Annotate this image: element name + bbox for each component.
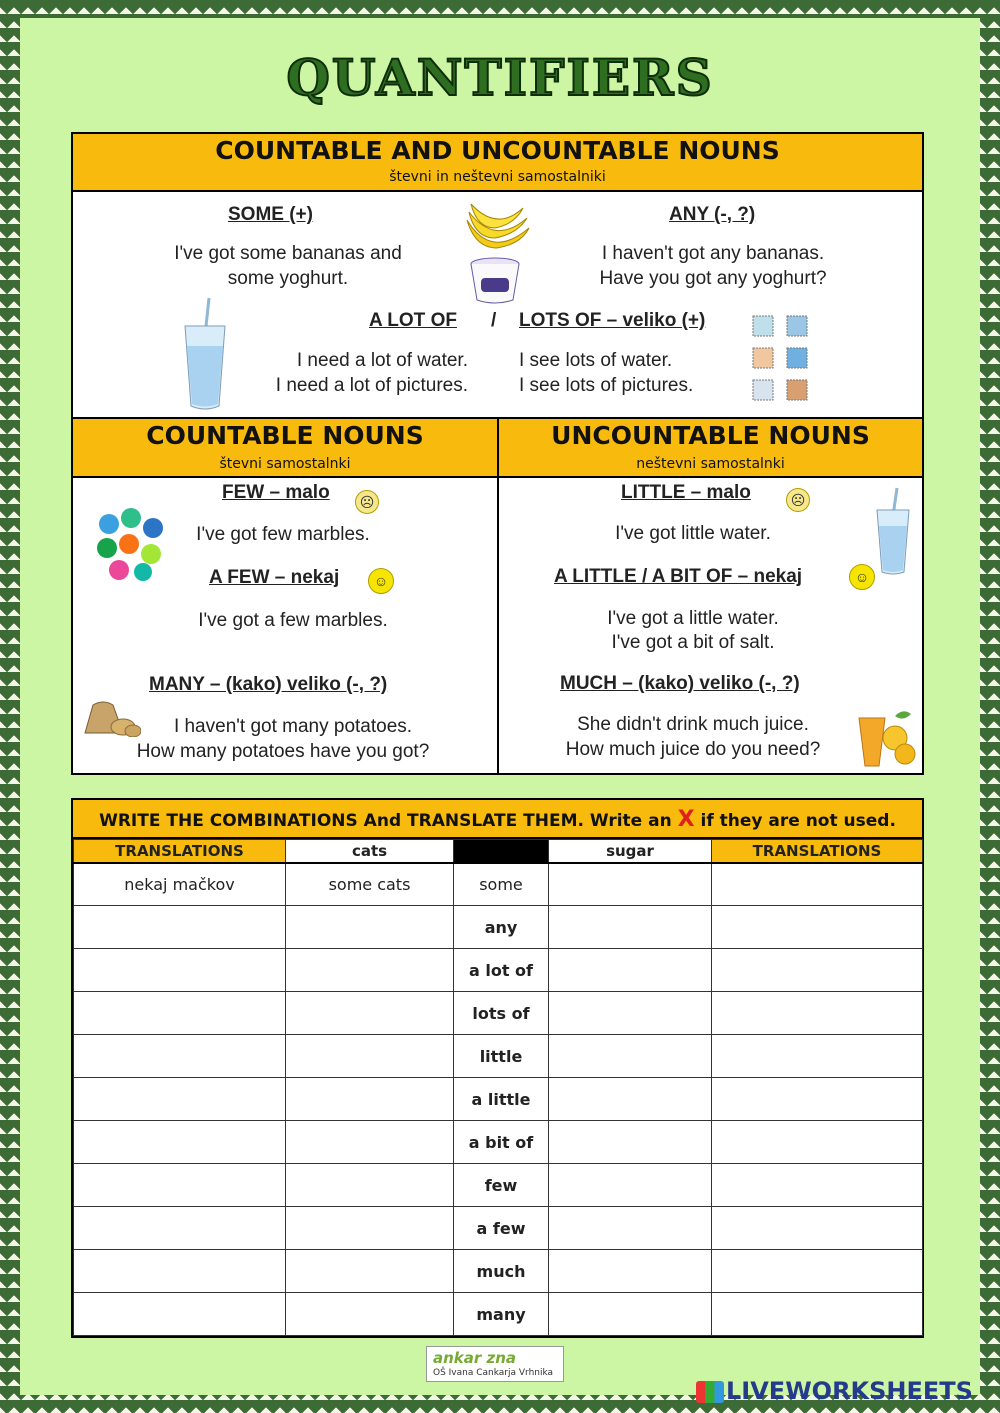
sugar-cell[interactable]: [549, 949, 712, 992]
cats-cell[interactable]: [286, 1164, 454, 1207]
much-example-2: How much juice do you need?: [565, 739, 821, 760]
page-title: QUANTIFIERS: [286, 48, 714, 107]
instruction-text-end: if they are not used.: [700, 811, 896, 831]
table-header-row: [74, 840, 923, 863]
translation-cats-cell[interactable]: [74, 1293, 286, 1336]
some-example-2: some yoghurt.: [227, 268, 349, 289]
column-header-translations: TRANSLATIONS: [74, 840, 286, 863]
some-heading: SOME (+): [228, 204, 313, 225]
a-few-example: I've got a few marbles.: [198, 610, 388, 631]
translation-cats-cell[interactable]: [74, 906, 286, 949]
cats-cell[interactable]: [286, 1293, 454, 1336]
logo-school: OŠ Ivana Cankarja Vrhnika: [433, 1368, 554, 1378]
bananas-icon: [461, 198, 533, 256]
few-heading: FEW – malo: [222, 482, 330, 503]
translation-sugar-cell[interactable]: [712, 992, 923, 1035]
many-example-1: I haven't got many potatoes.: [173, 716, 413, 737]
heading-separator: /: [491, 310, 497, 331]
a-few-heading: A FEW – nekaj: [209, 567, 340, 588]
school-logo: [426, 1346, 564, 1382]
combinations-table: [73, 839, 923, 1336]
heading-title: COUNTABLE AND UNCOUNTABLE NOUNS: [215, 136, 780, 165]
sugar-cell[interactable]: [549, 1250, 712, 1293]
a-little-heading: A LITTLE / A BIT OF – nekaj: [554, 566, 803, 587]
smiley-face-icon: ☺: [368, 568, 394, 594]
cats-cell[interactable]: [286, 906, 454, 949]
translation-cats-cell[interactable]: [74, 1250, 286, 1293]
translation-cats-cell[interactable]: [74, 949, 286, 992]
quantifier-cell: a few: [454, 1207, 549, 1250]
translation-sugar-cell[interactable]: [712, 1293, 923, 1336]
translation-sugar-cell[interactable]: [712, 1078, 923, 1121]
countable-subtitle: števni samostalnki: [219, 456, 351, 472]
a-lot-of-example-1: I need a lot of water.: [296, 350, 468, 371]
lots-of-heading: LOTS OF – veliko (+): [519, 310, 706, 331]
table-row: [74, 906, 923, 949]
glass-of-water-icon: [181, 296, 229, 412]
cats-cell[interactable]: [286, 1121, 454, 1164]
liveworksheets-logo-icon: [696, 1381, 724, 1403]
quantifier-cell: any: [454, 906, 549, 949]
lots-of-example-1: I see lots of water.: [519, 350, 673, 371]
uncountable-title: UNCOUNTABLE NOUNS: [551, 421, 870, 450]
translation-sugar-cell[interactable]: [712, 1121, 923, 1164]
glass-of-water-icon: [873, 486, 913, 576]
much-heading: MUCH – (kako) veliko (-, ?): [560, 673, 800, 694]
table-row: [74, 1035, 923, 1078]
many-heading: MANY – (kako) veliko (-, ?): [149, 674, 388, 695]
juice-icon: [851, 704, 917, 770]
sad-face-icon: ☹: [355, 490, 379, 514]
column-header-sugar: sugar: [549, 840, 712, 863]
sugar-cell[interactable]: [549, 1035, 712, 1078]
translation-sugar-cell[interactable]: [712, 906, 923, 949]
exercise-table: [71, 798, 924, 1338]
quantifier-cell: many: [454, 1293, 549, 1336]
column-header-cats: cats: [286, 840, 454, 863]
translation-cats-cell[interactable]: [74, 992, 286, 1035]
little-heading: LITTLE – malo: [621, 482, 751, 503]
quantifier-cell: a little: [454, 1078, 549, 1121]
much-example-1: She didn't drink much juice.: [577, 714, 809, 735]
lots-of-example-2: I see lots of pictures.: [519, 375, 694, 396]
sugar-cell[interactable]: [549, 1164, 712, 1207]
sugar-cell[interactable]: [549, 1078, 712, 1121]
many-example-2: How many potatoes have you got?: [136, 741, 430, 762]
sugar-cell[interactable]: [549, 1207, 712, 1250]
table-row: [74, 949, 923, 992]
instruction-text: WRITE THE COMBINATIONS And TRANSLATE THEM. Write an: [99, 811, 672, 831]
quantifier-cell: much: [454, 1250, 549, 1293]
table-row: [74, 863, 923, 906]
sugar-cell[interactable]: [549, 1121, 712, 1164]
a-lot-of-heading: A LOT OF: [369, 310, 457, 331]
any-example-2: Have you got any yoghurt?: [599, 268, 827, 289]
translation-cats-cell[interactable]: [74, 1164, 286, 1207]
cats-cell[interactable]: [286, 1035, 454, 1078]
table-row: [74, 1207, 923, 1250]
cats-cell[interactable]: some cats: [286, 863, 454, 906]
uncountable-heading: [499, 419, 922, 478]
cats-cell[interactable]: [286, 992, 454, 1035]
translation-sugar-cell[interactable]: [712, 863, 923, 906]
sugar-cell[interactable]: [549, 1293, 712, 1336]
quantifier-cell: a bit of: [454, 1121, 549, 1164]
smiley-face-icon: ☺: [849, 564, 875, 590]
quantifier-cell: few: [454, 1164, 549, 1207]
table-row: [74, 1293, 923, 1336]
table-row: [74, 1164, 923, 1207]
cats-cell[interactable]: [286, 949, 454, 992]
pictures-icon: [751, 312, 813, 406]
instruction-x-mark: X: [677, 807, 695, 832]
column-header-translations: TRANSLATIONS: [712, 840, 923, 863]
a-bit-of-example: I've got a bit of salt.: [611, 632, 775, 653]
uncountable-subtitle: neštevni samostalnki: [636, 456, 785, 472]
translation-cats-cell[interactable]: [74, 1035, 286, 1078]
any-heading: ANY (-, ?): [669, 204, 756, 225]
sad-face-icon: ☹: [786, 488, 810, 512]
watermark-text: LIVEWORKSHEETS: [726, 1377, 973, 1405]
any-example-1: I haven't got any bananas.: [601, 243, 825, 264]
translation-cats-cell[interactable]: [74, 1078, 286, 1121]
heading-subtitle: števni in neštevni samostalniki: [389, 169, 606, 185]
little-example: I've got little water.: [615, 523, 771, 544]
translation-sugar-cell[interactable]: [712, 1207, 923, 1250]
translation-sugar-cell[interactable]: [712, 949, 923, 992]
column-header-quantifier: [454, 840, 549, 863]
sugar-cell[interactable]: [549, 992, 712, 1035]
table-row: [74, 1250, 923, 1293]
a-lot-of-example-2: I need a lot of pictures.: [275, 375, 468, 396]
logo-name: ankar zna: [433, 1349, 517, 1367]
panel-heading: [73, 134, 922, 192]
table-row: [74, 992, 923, 1035]
cats-cell[interactable]: [286, 1078, 454, 1121]
table-row: [74, 1078, 923, 1121]
translation-cats-cell[interactable]: [74, 1121, 286, 1164]
a-little-example: I've got a little water.: [607, 608, 779, 629]
quantifier-cell: lots of: [454, 992, 549, 1035]
some-example-1: I've got some bananas and: [174, 243, 402, 264]
translation-sugar-cell[interactable]: [712, 1164, 923, 1207]
potatoes-icon: [79, 697, 141, 737]
liveworksheets-watermark: [696, 1377, 973, 1405]
translation-sugar-cell[interactable]: [712, 1250, 923, 1293]
yoghurt-icon: [467, 256, 523, 306]
sugar-cell[interactable]: [549, 906, 712, 949]
translation-cats-cell[interactable]: [74, 1207, 286, 1250]
cats-cell[interactable]: [286, 1250, 454, 1293]
quantifier-cell: little: [454, 1035, 549, 1078]
countable-title: COUNTABLE NOUNS: [146, 421, 424, 450]
quantifier-cell: a lot of: [454, 949, 549, 992]
few-example: I've got few marbles.: [196, 524, 370, 545]
sugar-cell[interactable]: [549, 863, 712, 906]
exercise-instruction: [73, 800, 922, 839]
translation-cats-cell[interactable]: nekaj mačkov: [74, 863, 286, 906]
table-row: [74, 1121, 923, 1164]
grammar-panel: [71, 132, 924, 775]
quantifier-cell: some: [454, 863, 549, 906]
cats-cell[interactable]: [286, 1207, 454, 1250]
countable-heading: [73, 419, 497, 478]
translation-sugar-cell[interactable]: [712, 1035, 923, 1078]
